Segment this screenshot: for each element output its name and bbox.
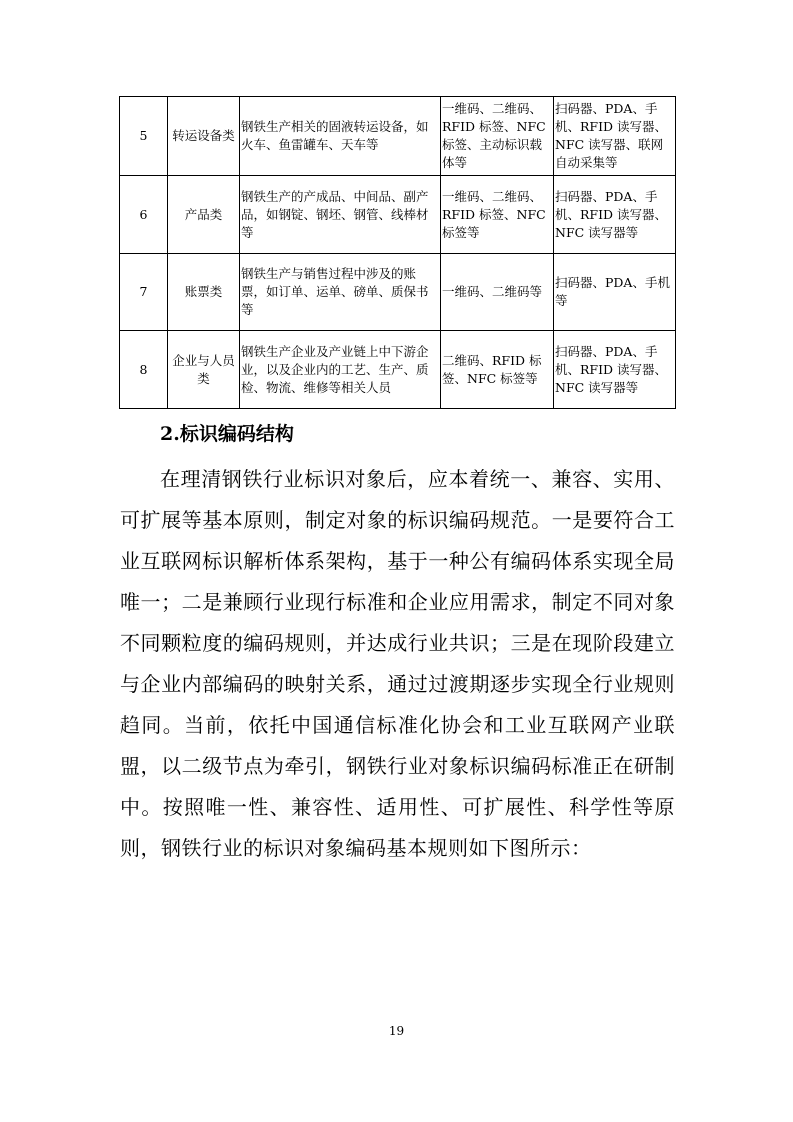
page-number: 19 <box>388 1024 405 1038</box>
identifier-carriers: 一维码、二维码、RFID 标签、NFC 标签、主动标识载体等 <box>441 97 554 176</box>
object-category: 产品类 <box>168 176 240 254</box>
object-description: 钢铁生产相关的固液转运设备，如火车、鱼雷罐车、天车等 <box>240 97 441 176</box>
row-number: 6 <box>120 176 168 254</box>
reading-devices: 扫码器、PDA、手机、RFID 读写器、NFC 读写器等 <box>554 176 676 254</box>
identifier-carriers: 一维码、二维码等 <box>441 254 554 331</box>
row-number: 7 <box>120 254 168 331</box>
object-category: 转运设备类 <box>168 97 240 176</box>
section-heading: 2.标识编码结构 <box>160 423 294 445</box>
row-number: 8 <box>120 331 168 409</box>
object-description: 钢铁生产企业及产业链上中下游企业，以及企业内的工艺、生产、质检、物流、维修等相关人员 <box>240 331 441 409</box>
object-description: 钢铁生产与销售过程中涉及的账票，如订单、运单、磅单、质保书等 <box>240 254 441 331</box>
body-paragraph: 在理清钢铁行业标识对象后，应本着统一、兼容、实用、可扩展等基本原则，制定对象的标识编码规范。一是要符合工业互联网标识解析体系架构，基于一种公有编码体系实现全局唯一；二是兼顾行业现行标准和企业应用需求，制定不同对象不同颗粒度的编码规则，并达成行业共识；三是在现阶段建立与企业内部编码的映射关系，通过过渡期逐步实现全行业规则趋同。当前，依托中国通信标准化协会和工业互联网产业联盟，以二级节点为牵引，钢铁行业对象标识编码标准正在研制中。按照唯一性、兼容性、适用性、可扩展性、科学性等原则，钢铁行业的标识对象编码基本规则如下图所示： <box>120 467 675 860</box>
object-category: 企业与人员类 <box>168 331 240 409</box>
reading-devices: 扫码器、PDA、手机、RFID 读写器、NFC 读写器、联网自动采集等 <box>554 97 676 176</box>
table-row <box>120 331 676 409</box>
reading-devices: 扫码器、PDA、手机等 <box>554 254 676 331</box>
identifier-carriers: 一维码、二维码、RFID 标签、NFC 标签等 <box>441 176 554 254</box>
row-number: 5 <box>120 97 168 176</box>
object-category: 账票类 <box>168 254 240 331</box>
identification-object-table <box>119 96 676 409</box>
reading-devices: 扫码器、PDA、手机、RFID 读写器、NFC 读写器等 <box>554 331 676 409</box>
identifier-carriers: 二维码、RFID 标签、NFC 标签等 <box>441 331 554 409</box>
table-row <box>120 176 676 254</box>
object-description: 钢铁生产的产成品、中间品、副产品，如钢锭、钢坯、钢管、线棒材等 <box>240 176 441 254</box>
table-row <box>120 254 676 331</box>
table-row <box>120 97 676 176</box>
